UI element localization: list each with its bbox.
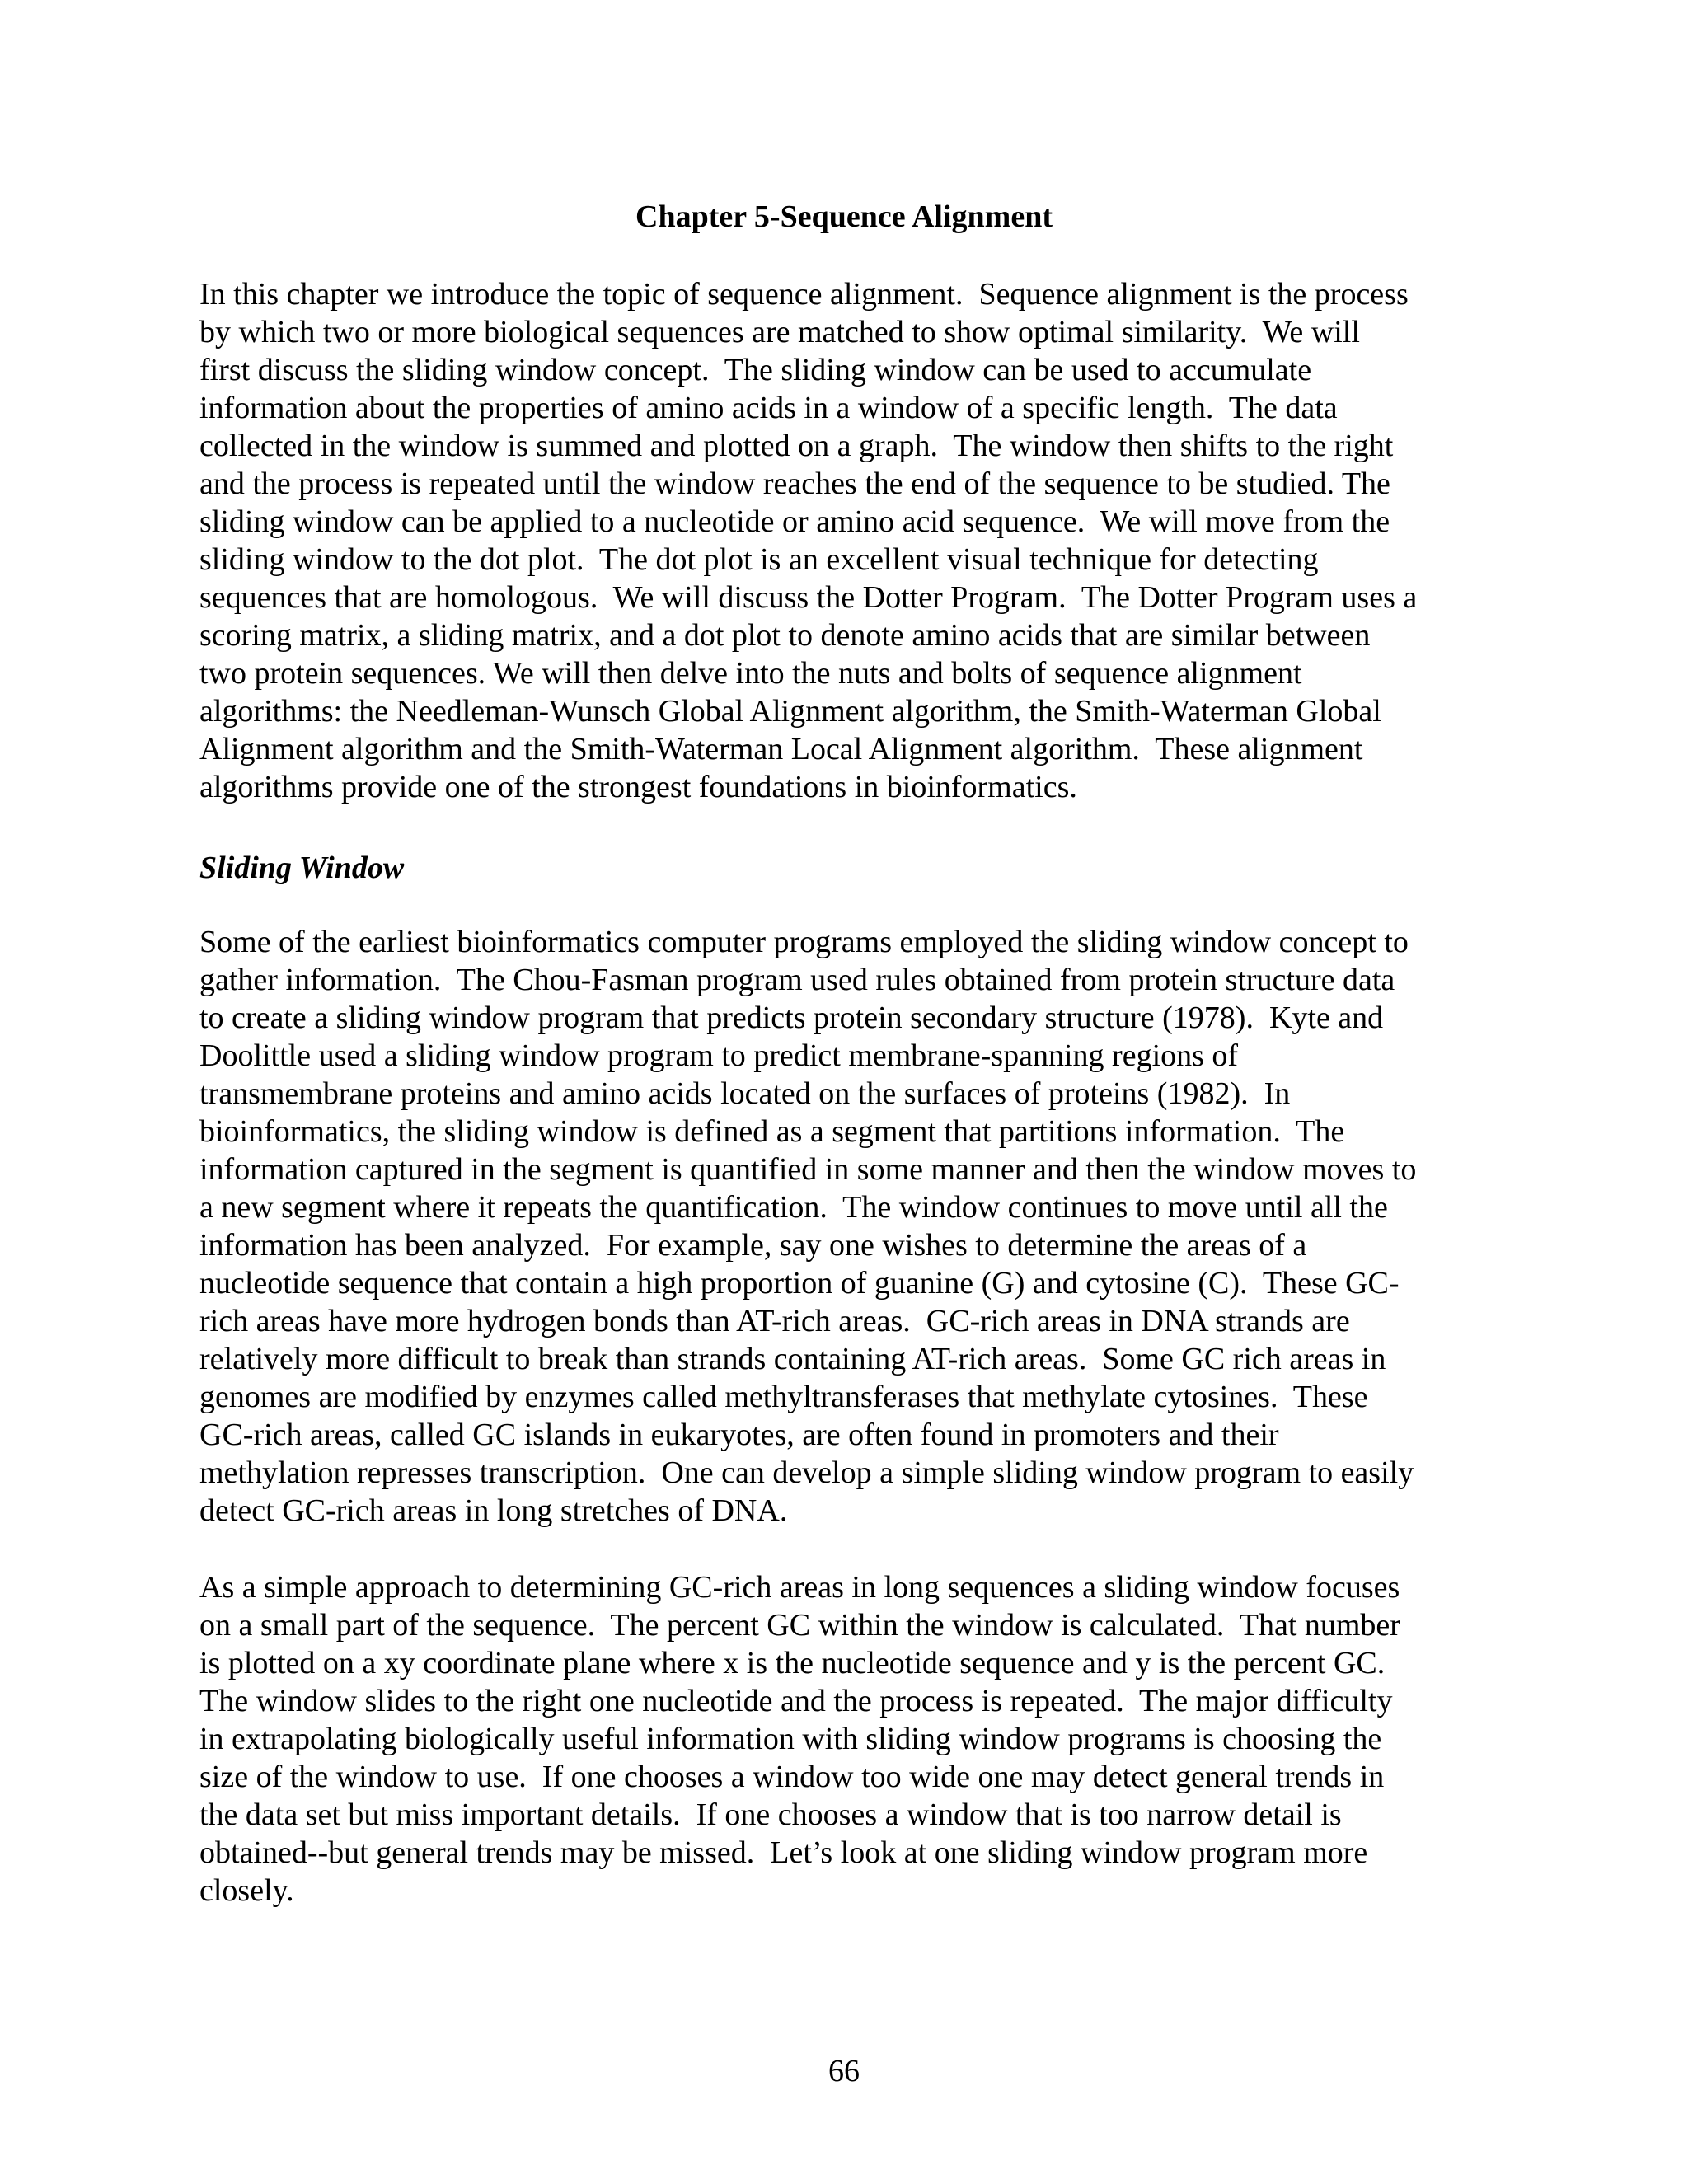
paragraph-line: information about the properties of amino acids in a window of a specific length. The data	[199, 391, 1338, 425]
paragraph-line: sliding window can be applied to a nucleotide or amino acid sequence. We will move from the	[199, 504, 1390, 539]
section-heading: Sliding Window	[199, 851, 405, 885]
paragraph-line: rich areas have more hydrogen bonds than AT-rich areas. GC-rich areas in DNA strands are	[199, 1304, 1350, 1338]
paragraph-line: is plotted on a xy coordinate plane where x is the nucleotide sequence and y is the percent GC.	[199, 1646, 1386, 1680]
paragraph-line: obtained--but general trends may be missed. Let’s look at one sliding window program more	[199, 1835, 1368, 1870]
paragraph-line: information has been analyzed. For example, say one wishes to determine the areas of a	[199, 1228, 1307, 1263]
intro-paragraph	[199, 275, 1502, 806]
paragraph-line: transmembrane proteins and amino acids located on the surfaces of proteins (1982). In	[199, 1076, 1291, 1111]
paragraph-line: bioinformatics, the sliding window is defined as a segment that partitions information. The	[199, 1114, 1345, 1149]
paragraph-line: in extrapolating biologically useful information with sliding window programs is choosing the	[199, 1722, 1382, 1756]
paragraph-line: The window slides to the right one nucleotide and the process is repeated. The major difficulty	[199, 1684, 1393, 1718]
paragraph-line: by which two or more biological sequences are matched to show optimal similarity. We will	[199, 315, 1360, 349]
paragraph-line: sliding window to the dot plot. The dot plot is an excellent visual technique for detecting	[199, 542, 1319, 577]
paragraph-line: size of the window to use. If one chooses a window too wide one may detect general trends in	[199, 1760, 1385, 1794]
paragraph-line: closely.	[199, 1873, 294, 1908]
paragraph-line: gather information. The Chou-Fasman program used rules obtained from protein structure data	[199, 963, 1395, 997]
paragraph-line: As a simple approach to determining GC-rich areas in long sequences a sliding window focuses	[199, 1570, 1400, 1605]
paragraph-line: scoring matrix, a sliding matrix, and a dot plot to denote amino acids that are similar between	[199, 618, 1371, 653]
paragraph-line: GC-rich areas, called GC islands in eukaryotes, are often found in promoters and their	[199, 1418, 1279, 1452]
paragraph-line: detect GC-rich areas in long stretches of DNA.	[199, 1493, 788, 1528]
paragraph-line: genomes are modified by enzymes called methyltransferases that methylate cytosines. These	[199, 1380, 1368, 1414]
paragraph-line: nucleotide sequence that contain a high proportion of guanine (G) and cytosine (C). These GC-	[199, 1266, 1400, 1301]
paragraph-line: algorithms provide one of the strongest foundations in bioinformatics.	[199, 770, 1077, 804]
paragraph-line: and the process is repeated until the window reaches the end of the sequence to be studied. The	[199, 466, 1390, 501]
paragraph-line: algorithms: the Needleman-Wunsch Global Alignment algorithm, the Smith-Waterman Global	[199, 694, 1381, 729]
paragraph-line: Doolittle used a sliding window program to predict membrane-spanning regions of	[199, 1038, 1239, 1073]
paragraph-line: first discuss the sliding window concept. The sliding window can be used to accumulate	[199, 353, 1312, 387]
paragraph-line: the data set but miss important details. If one chooses a window that is too narrow detail is	[199, 1797, 1342, 1832]
sliding-window-paragraph-1	[199, 923, 1502, 1530]
paragraph-line: collected in the window is summed and plotted on a graph. The window then shifts to the right	[199, 429, 1394, 463]
chapter-title: Chapter 5-Sequence Alignment	[635, 199, 1053, 234]
paragraph-line: a new segment where it repeats the quantification. The window continues to move until all the	[199, 1190, 1388, 1225]
paragraph-line: to create a sliding window program that predicts protein secondary structure (1978). Kyte and	[199, 1001, 1384, 1035]
paragraph-line: methylation represses transcription. One can develop a simple sliding window program to easily	[199, 1455, 1414, 1490]
paragraph-line: two protein sequences. We will then delve into the nuts and bolts of sequence alignment	[199, 656, 1302, 691]
paragraph-line: Some of the earliest bioinformatics computer programs employed the sliding window concept to	[199, 925, 1409, 959]
paragraph-line: information captured in the segment is quantified in some manner and then the window moves to	[199, 1152, 1417, 1187]
paragraph-line: Alignment algorithm and the Smith-Waterman Local Alignment algorithm. These alignment	[199, 732, 1363, 766]
paragraph-line: on a small part of the sequence. The percent GC within the window is calculated. That number	[199, 1608, 1400, 1643]
paragraph-line: In this chapter we introduce the topic of sequence alignment. Sequence alignment is the process	[199, 277, 1409, 312]
page-number: 66	[828, 2054, 860, 2088]
paragraph-line: sequences that are homologous. We will discuss the Dotter Program. The Dotter Program uses a	[199, 580, 1418, 615]
sliding-window-paragraph-2	[199, 1568, 1502, 1910]
paragraph-line: relatively more difficult to break than strands containing AT-rich areas. Some GC rich areas in	[199, 1342, 1386, 1376]
